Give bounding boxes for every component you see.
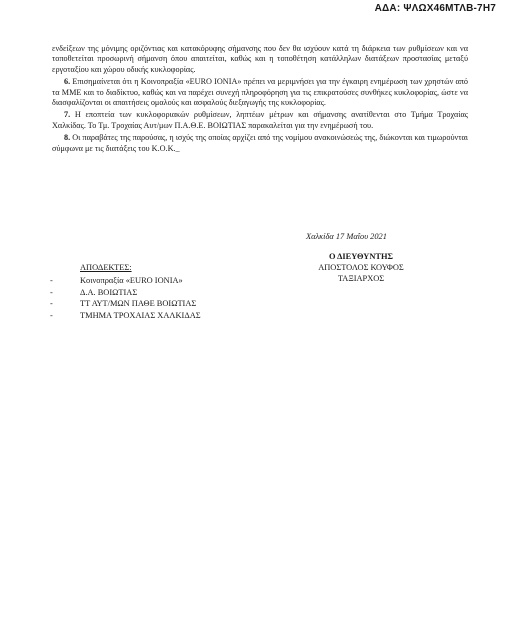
paragraph-7 [52,110,468,131]
recipients-list [50,275,270,321]
paragraph-text: Οι παραβάτες της παρούσας, η ισχύς της οποίας αρχίζει από της νομίμου ανακοινώσεώς της, διώκονται και τιμωρούνται σύμφωνα με τις διατάξεις του Κ.Ο.Κ._ [52,133,469,153]
document-body [52,44,468,156]
signer-role: Ο ΔΙΕΥΘΥΝΤΗΣ [329,252,393,261]
recipient-name: ΤΤ ΑΥΤ/ΜΩΝ ΠΑΘΕ ΒΟΙΩΤΙΑΣ [80,299,197,309]
paragraph-number: 6. [64,77,71,87]
list-item [50,275,270,286]
signer-name: ΑΠΟΣΤΟΛΟΣ ΚΟΥΦΟΣ [318,263,404,272]
list-item [50,310,270,321]
list-item [50,298,270,309]
recipient-name: Δ.Α. ΒΟΙΩΤΙΑΣ [80,287,138,297]
paragraph-number: 8. [64,133,71,143]
list-item [50,287,270,298]
list-dash: - [50,276,53,286]
paragraph-text: Επισημαίνεται ότι η Κοινοπραξία «EURO IONIA» πρέπει να μεριμνήσει για την έγκαιρη ενημέρωση των χρηστών από τα ΜΜΕ και το διαδίκτυο, καθώς και να παρέχει συνεχή πληροφόρηση για τις επικρατούσες συνθήκες κυκλοφορίας, ώστε να διασφαλίζονται οι απαιτήσεις ομαλούς και ασφαλούς διεξαγωγής της κυκλοφορίας. [52,77,469,108]
paragraph-number: 7. [64,110,71,120]
ada-identifier: ΑΔΑ: ΨΛΩΧ46ΜΤΛΒ-7Η7 [374,3,496,14]
list-dash: - [50,310,53,320]
recipient-name: Κοινοπραξία «EURO IONIA» [80,276,183,286]
signature-block [296,251,426,284]
paragraph-8 [52,133,468,154]
list-dash: - [50,299,53,309]
signer-rank: ΤΑΞΙΑΡΧΟΣ [337,274,385,283]
recipient-name: ΤΜΗΜΑ ΤΡΟΧΑΙΑΣ ΧΑΛΚΙΔΑΣ [80,310,201,320]
intro-paragraph: ενδείξεων της μόνιμης οριζόντιας και κατακόρυφης σήμανσης που δεν θα ισχύουν κατά τη διάρκεια των ρυθμίσεων και να τοποθετείται προσωρινή σήμανση όπου απαιτείται, καθώς και η τοποθέτηση κατάλληλων διατάξεων προστασίας μεταξύ εργοταξίου και χώρου οδικής κυκλοφορίας. [52,44,468,74]
place-and-date: Χαλκίδα 17 Μαΐου 2021 [306,232,387,241]
paragraph-6 [52,77,468,108]
paragraph-text: Η εποπτεία των κυκλοφοριακών ρυθμίσεων, ληπτέων μέτρων και σήμανσης ανατίθενται στο Τμήμα Τροχαίας Χαλκίδας. Το Τμ. Τροχαίας Αυτ/μων Π.Α.Θ.Ε. ΒΟΙΩΤΙΑΣ παρακαλείται για την ενημέρωσή του. [52,110,469,130]
recipients-heading: ΑΠΟΔΕΚΤΕΣ: [80,263,132,272]
list-dash: - [50,287,53,297]
recipients-block [50,262,270,321]
